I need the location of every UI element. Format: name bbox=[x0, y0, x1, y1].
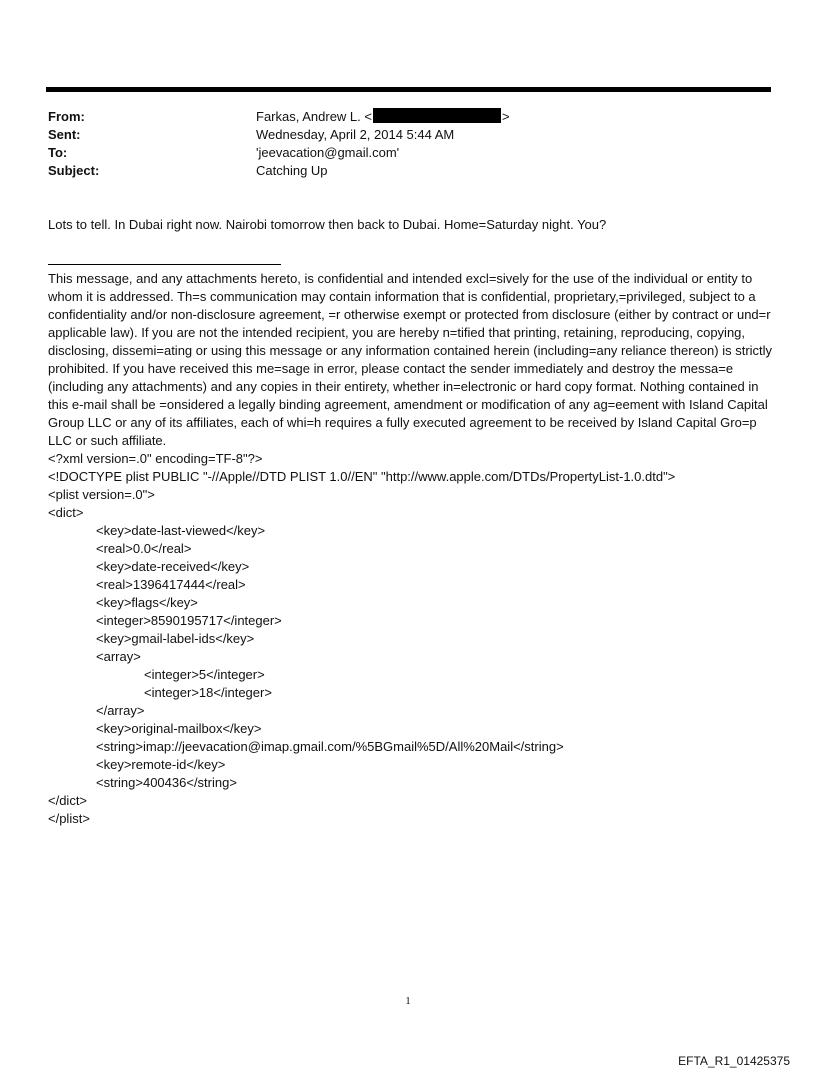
to-value: 'jeevacation@gmail.com' bbox=[256, 145, 400, 160]
xml-line: </dict> bbox=[48, 793, 88, 808]
to-label: To: bbox=[48, 145, 68, 160]
from-end: > bbox=[501, 109, 510, 124]
xml-line: <?xml version=.0" encoding=TF-8"?> bbox=[48, 451, 263, 466]
xml-line: <real>1396417444</real> bbox=[96, 577, 246, 592]
xml-line: <string>imap://jeevacation@imap.gmail.com/%5BGmail%5D/All%20Mail</string> bbox=[96, 739, 564, 754]
xml-line: <dict> bbox=[48, 505, 84, 520]
sent-value: Wednesday, April 2, 2014 5:44 AM bbox=[256, 127, 455, 142]
from-row bbox=[48, 108, 510, 126]
sent-row bbox=[48, 126, 510, 144]
from-label: From: bbox=[48, 109, 85, 124]
xml-line: <key>date-last-viewed</key> bbox=[96, 523, 266, 538]
to-row bbox=[48, 144, 510, 162]
xml-line: <key>date-received</key> bbox=[96, 559, 250, 574]
xml-line: </plist> bbox=[48, 811, 90, 826]
confidentiality-disclaimer: This message, and any attachments hereto, is confidential and intended excl=sively for the use of the individual or entity to whom it is addressed. Th=s communication may contain information that is confidential, proprietary,=privileged, subject to a confidentiality and/or non-disclosure agreement, =r otherwise exempt or protected from disclosure (either by contract or und=r applicable law). If you are not the intended recipient, you are hereby n=tified that printing, retaining, reproducing, copying, disclosing, dissemi=ating or using this message or any information contained herein (including=any reliance thereon) is strictly prohibited. If you have received this me=sage in error, please contact the sender immediately and destroy the messa=e (including any attachments) and any copies in their entirety, whether in=electronic or hard copy format. Nothing contained in this e-mail shall be =onsidered a legally binding agreement, amendment or modification of any ag=eement with Island Capital Group LLC or any of its affiliates, each of whi=h requires a fully executed agreement to be received by Island Capital Gro=p LLC or such affiliate. bbox=[48, 271, 773, 448]
xml-line: <!DOCTYPE plist PUBLIC "-//Apple//DTD PLIST 1.0//EN" "http://www.apple.com/DTDs/PropertyList-1.0.dtd"> bbox=[48, 469, 676, 484]
page-number: 1 bbox=[405, 995, 411, 1007]
sent-label: Sent: bbox=[48, 127, 81, 142]
from-name: Farkas, Andrew L. < bbox=[256, 109, 372, 124]
xml-line: <integer>18</integer> bbox=[144, 685, 272, 700]
subject-value: Catching Up bbox=[256, 163, 328, 178]
xml-line: <key>original-mailbox</key> bbox=[96, 721, 262, 736]
xml-line: <plist version=.0"> bbox=[48, 487, 155, 502]
email-header bbox=[48, 108, 510, 180]
subject-label: Subject: bbox=[48, 163, 100, 178]
xml-line: <key>flags</key> bbox=[96, 595, 198, 610]
xml-line: <string>400436</string> bbox=[96, 775, 237, 790]
document-id: EFTA_R1_01425375 bbox=[678, 1054, 790, 1068]
plist-xml-block bbox=[48, 450, 675, 828]
subject-row bbox=[48, 162, 510, 180]
xml-line: <key>remote-id</key> bbox=[96, 757, 226, 772]
signature-divider bbox=[48, 264, 281, 265]
xml-line: <real>0.0</real> bbox=[96, 541, 192, 556]
xml-line: <integer>5</integer> bbox=[144, 667, 265, 682]
xml-line: <key>gmail-label-ids</key> bbox=[96, 631, 255, 646]
xml-line: </array> bbox=[96, 703, 145, 718]
message-body: Lots to tell. In Dubai right now. Nairobi tomorrow then back to Dubai. Home=Saturday night. You? bbox=[48, 217, 607, 232]
from-value bbox=[256, 108, 510, 126]
redaction-box bbox=[373, 108, 501, 123]
header-rule bbox=[46, 87, 771, 92]
xml-line: <integer>8590195717</integer> bbox=[96, 613, 282, 628]
xml-line: <array> bbox=[96, 649, 141, 664]
